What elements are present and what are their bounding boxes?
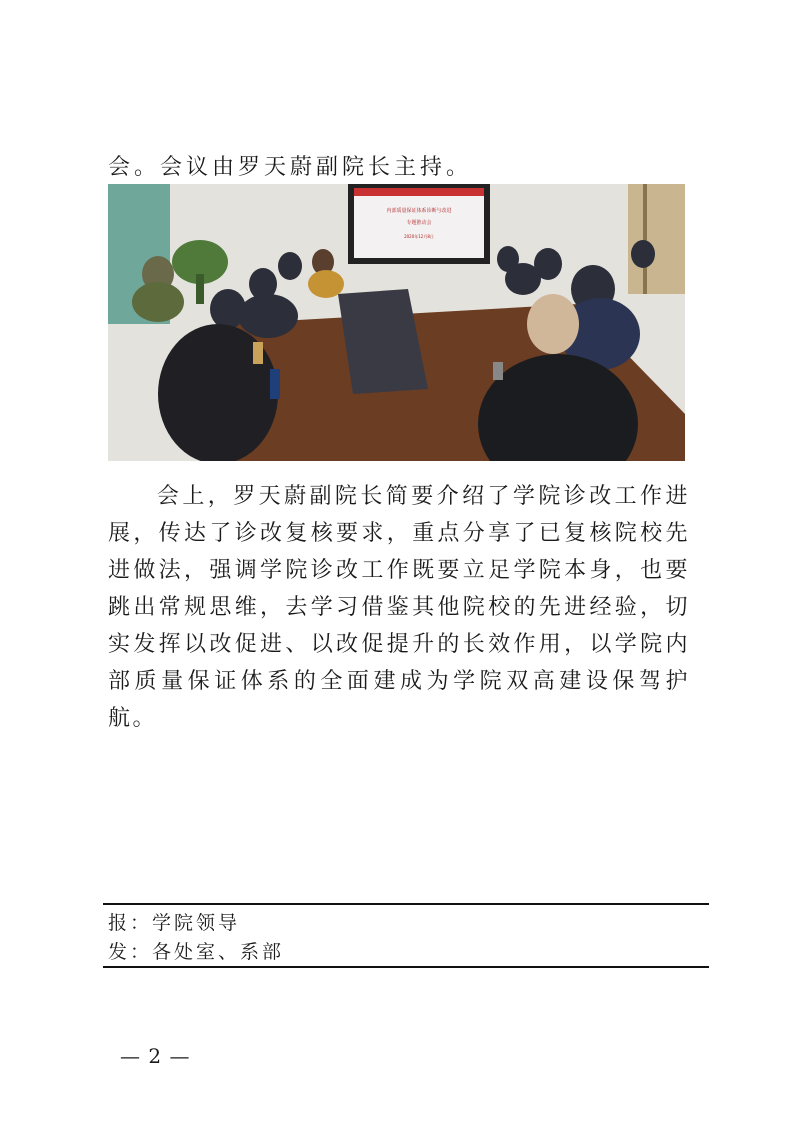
meeting-photo-illustration [108,184,685,461]
screen-title: 内部质量保证体系诊断与改进 [386,208,452,214]
distribution-top-rule [103,903,709,905]
page-number: — 2 — [120,1044,191,1068]
screen-subtitle: 专题推动会 [406,220,432,226]
send-to-line: 发：各处室、系部 [108,941,285,963]
top-text-line: 会。会议由罗天蔚副院长主持。 [108,155,473,180]
meeting-photo [108,184,685,461]
screen-date: 2020年12月8日 [404,234,434,239]
report-to-line: 报：学院领导 [108,912,241,934]
body-paragraph-text: 会上，罗天蔚副院长简要介绍了学院诊改工作进展，传达了诊改复核要求，重点分享了已复核院校先进做法，强调学院诊改工作既要立足学院本身，也要跳出常规思维，去学习借鉴其他院校的先进经验，切实发挥以改促进、以改促提升的长效作用，以学院内部质量保证体系的全面建成为学院双高建设保驾护航。 [108,484,690,731]
body-paragraph [108,478,690,737]
distribution-bottom-rule [103,966,709,968]
